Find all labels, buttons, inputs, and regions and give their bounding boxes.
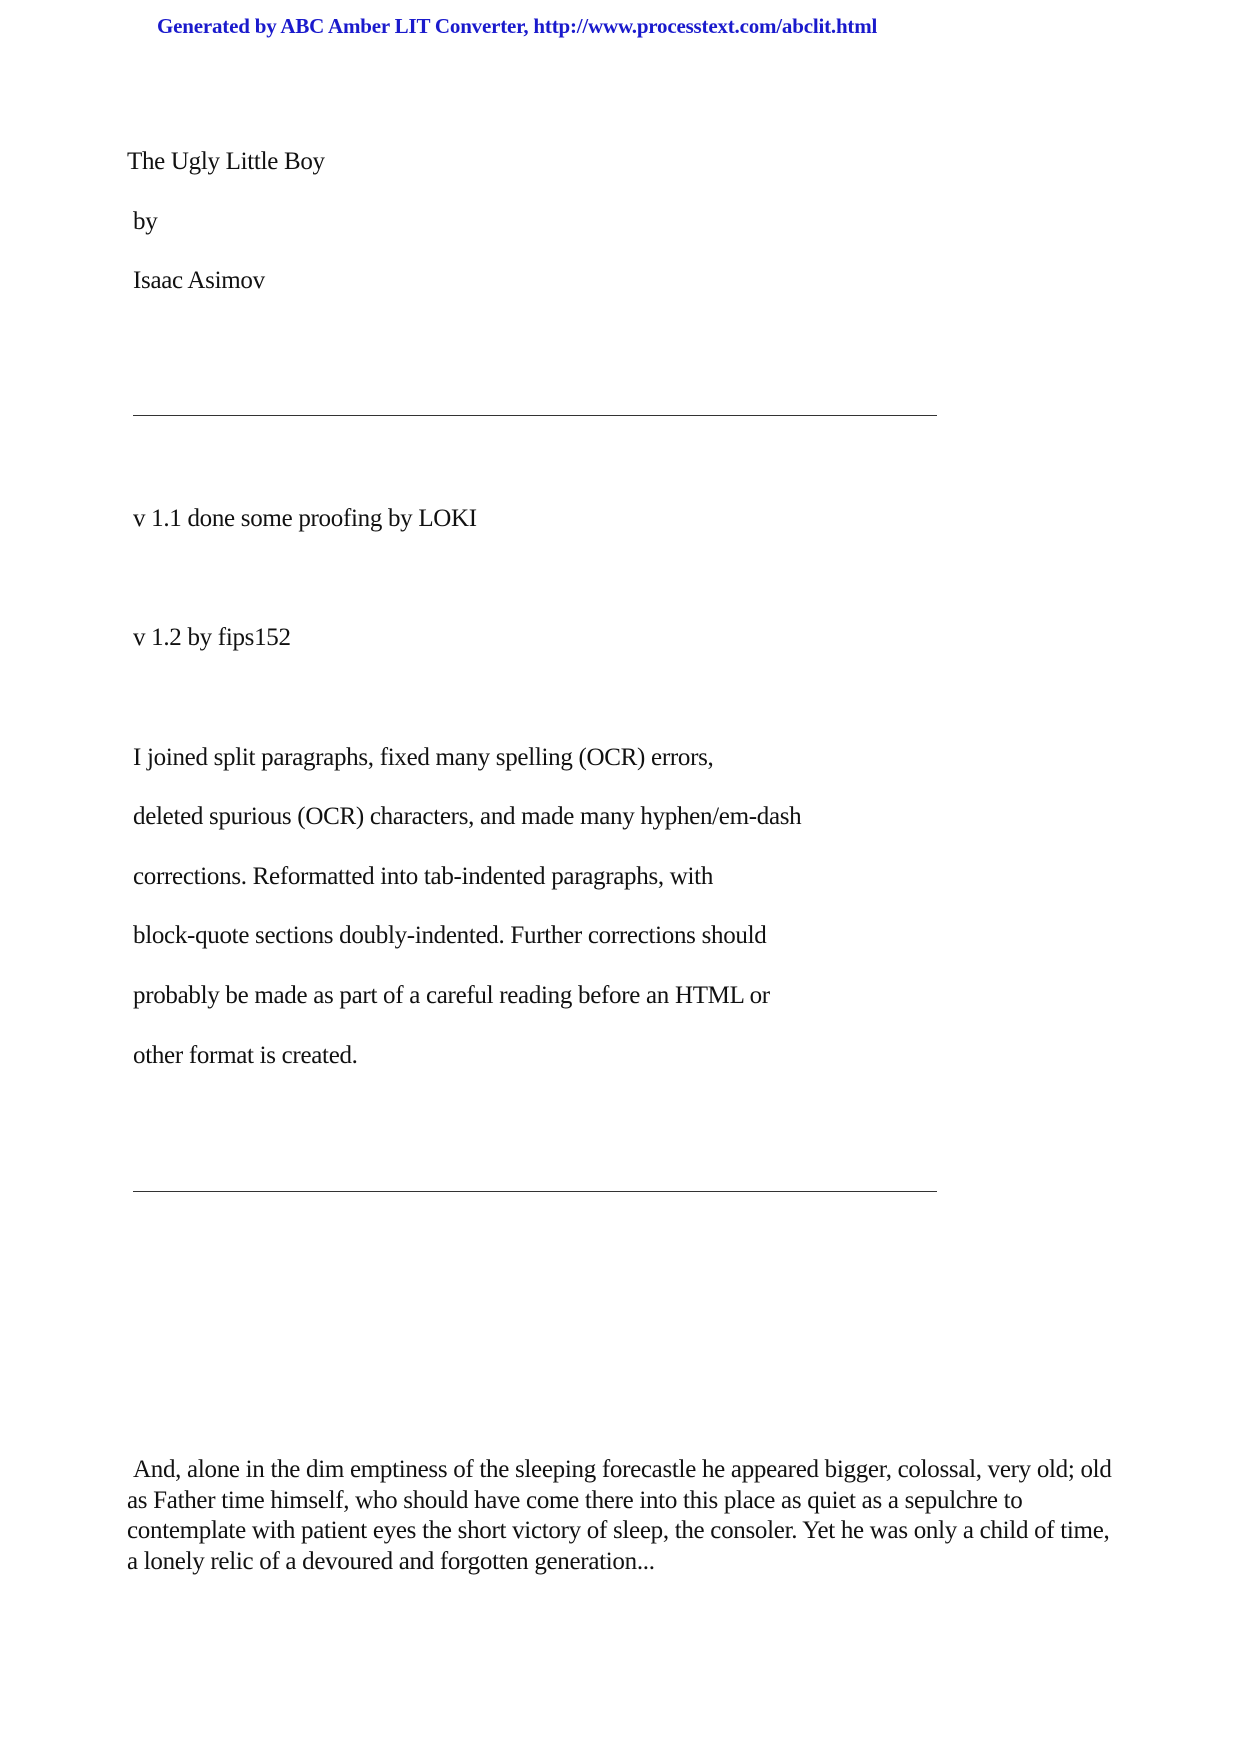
proofing-note-line: I joined split paragraphs, fixed many spelling (OCR) errors, xyxy=(133,744,714,771)
version-note-1-2: v 1.2 by fips152 xyxy=(133,624,291,651)
separator-rule-top xyxy=(133,415,937,416)
byline-by: by xyxy=(133,208,158,235)
proofing-note-line: other format is created. xyxy=(133,1042,358,1069)
separator-rule-bottom xyxy=(133,1191,937,1192)
converter-header: Generated by ABC Amber LIT Converter, http://www.processtext.com/abclit.html xyxy=(157,14,878,38)
epigraph-paragraph: And, alone in the dim emptiness of the sleeping forecastle he appeared bigger, colossal, very old; old as Father time himself, who should have come there into this place as quiet as a sepulchre to contemplate with patient eyes the short victory of sleep, the consoler. Yet he was only a child of time, a lonely relic of a devoured and forgotten generation... xyxy=(127,1456,1112,1575)
version-note-1-1: v 1.1 done some proofing by LOKI xyxy=(133,505,477,532)
proofing-note-line: corrections. Reformatted into tab-indented paragraphs, with xyxy=(133,863,714,890)
author-name: Isaac Asimov xyxy=(133,267,265,294)
proofing-note-line: probably be made as part of a careful reading before an HTML or xyxy=(133,982,770,1009)
proofing-note-line: block-quote sections doubly-indented. Further corrections should xyxy=(133,922,767,949)
story-title: The Ugly Little Boy xyxy=(127,148,325,175)
proofing-note-line: deleted spurious (OCR) characters, and made many hyphen/em-dash xyxy=(133,803,802,830)
